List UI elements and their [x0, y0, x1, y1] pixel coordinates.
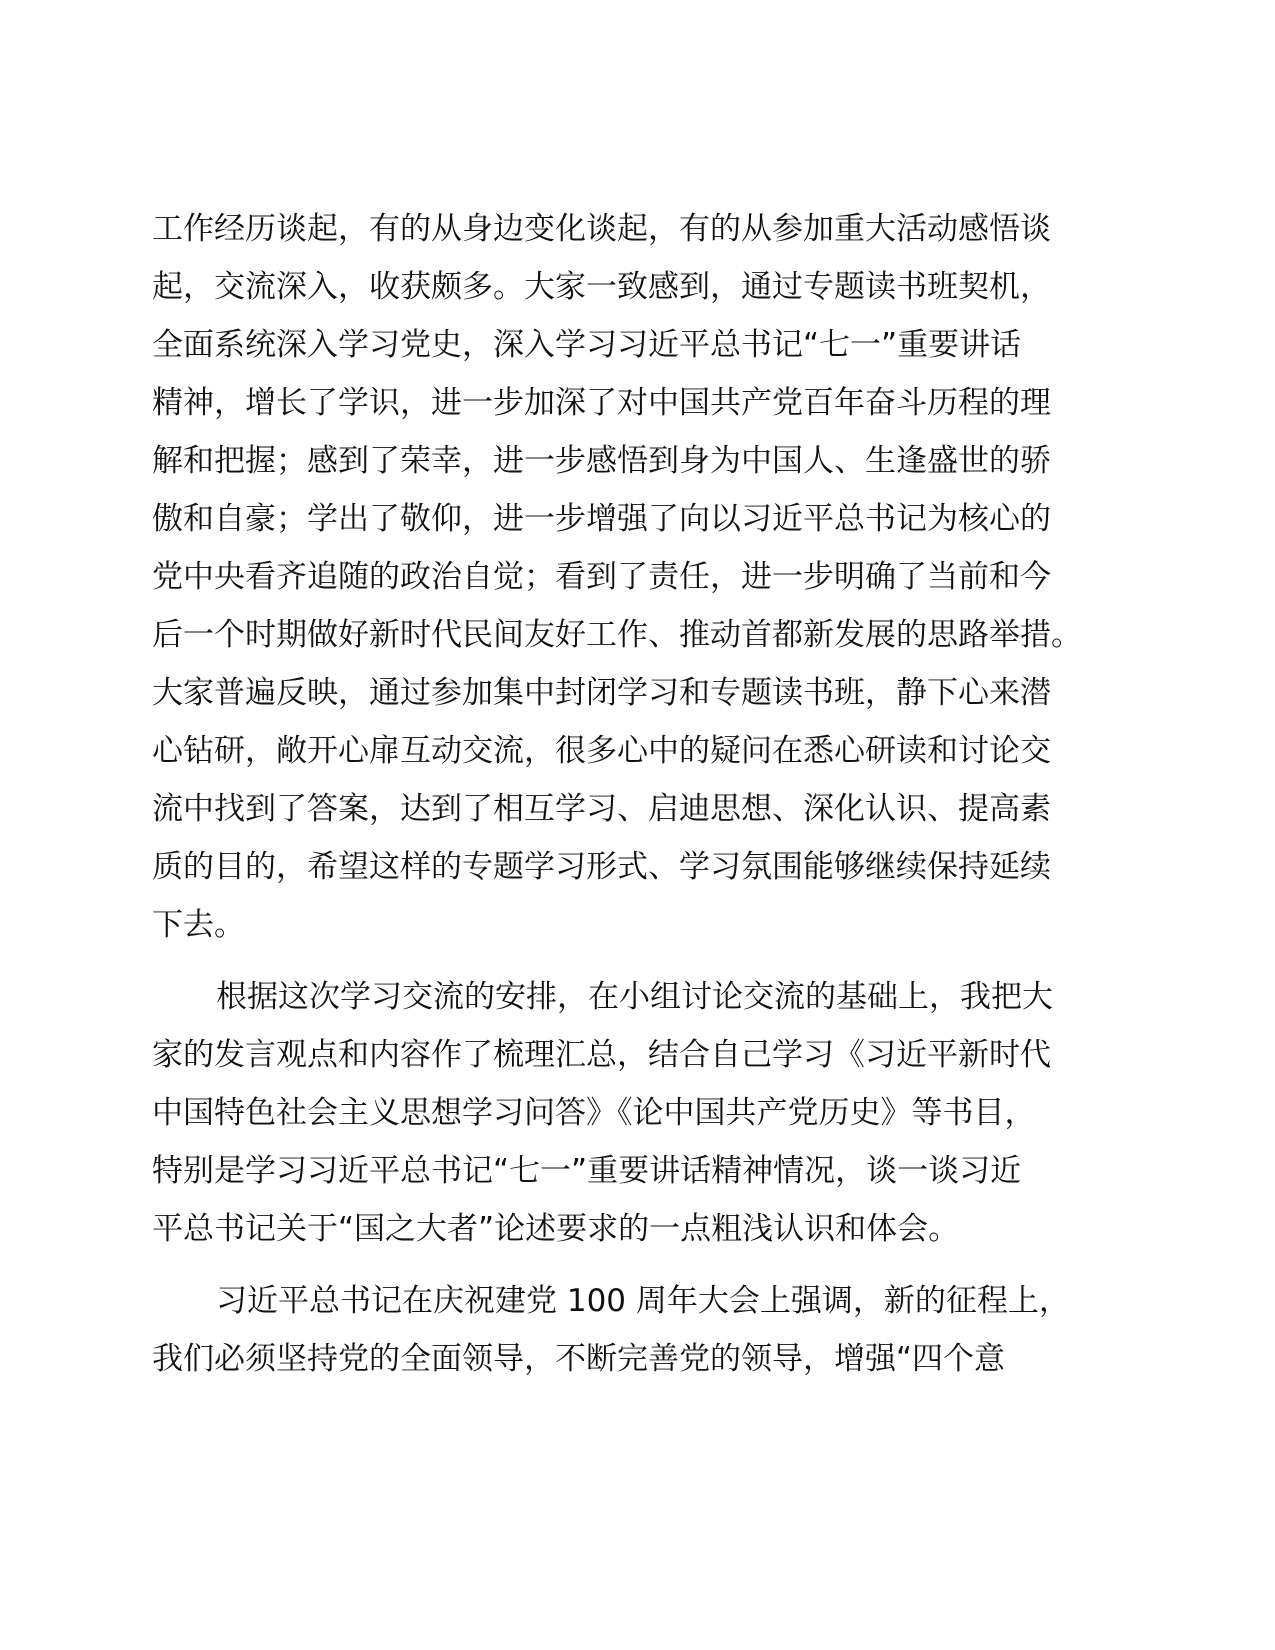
text-line: 中国特色社会主义思想学习问答》《论中国共产党历史》等书目，	[152, 1095, 1036, 1131]
document-body	[152, 200, 1137, 1388]
text-line: 解和把握；感到了荣幸，进一步感悟到身为中国人、生逢盛世的骄	[152, 443, 1051, 479]
text-line: 质的目的，希望这样的专题学习形式、学习氛围能够继续保持延续	[152, 849, 1051, 885]
text-line: 根据这次学习交流的安排，在小组讨论交流的基础上，我把大	[216, 979, 1053, 1015]
text-line: 精神，增长了学识，进一步加深了对中国共产党百年奋斗历程的理	[152, 385, 1051, 421]
text-line: 习近平总书记在庆祝建党 100 周年大会上强调，新的征程上，	[216, 1283, 1070, 1319]
text-line: 工作经历谈起，有的从身边变化谈起，有的从参加重大活动感悟谈	[152, 211, 1051, 247]
text-line: 我们必须坚持党的全面领导，不断完善党的领导，增强“四个意	[152, 1341, 1006, 1377]
text-line: 起，交流深入，收获颇多。大家一致感到，通过专题读书班契机，	[152, 269, 1051, 305]
text-line: 平总书记关于“国之大者”论述要求的一点粗浅认识和体会。	[152, 1211, 960, 1247]
text-line: 后一个时期做好新时代民间友好工作、推动首都新发展的思路举措。	[152, 617, 1082, 653]
paragraph-1	[152, 200, 1137, 954]
text-line: 流中找到了答案，达到了相互学习、启迪思想、深化认识、提高素	[152, 791, 1051, 827]
text-line: 傲和自豪；学出了敬仰，进一步增强了向以习近平总书记为核心的	[152, 501, 1051, 537]
text-line: 心钻研，敞开心扉互动交流，很多心中的疑问在悉心研读和讨论交	[152, 733, 1051, 769]
paragraph-2	[152, 968, 1137, 1258]
text-line: 特别是学习习近平总书记“七一”重要讲话精神情况，谈一谈习近	[152, 1153, 1022, 1189]
text-line: 大家普遍反映，通过参加集中封闭学习和专题读书班，静下心来潜	[152, 675, 1051, 711]
text-line: 党中央看齐追随的政治自觉；看到了责任，进一步明确了当前和今	[152, 559, 1051, 595]
text-line: 全面系统深入学习党史，深入学习习近平总书记“七一”重要讲话	[152, 327, 1022, 363]
text-line: 下去。	[152, 907, 245, 943]
text-line: 家的发言观点和内容作了梳理汇总，结合自己学习《习近平新时代	[152, 1037, 1051, 1073]
paragraph-3	[152, 1272, 1137, 1388]
